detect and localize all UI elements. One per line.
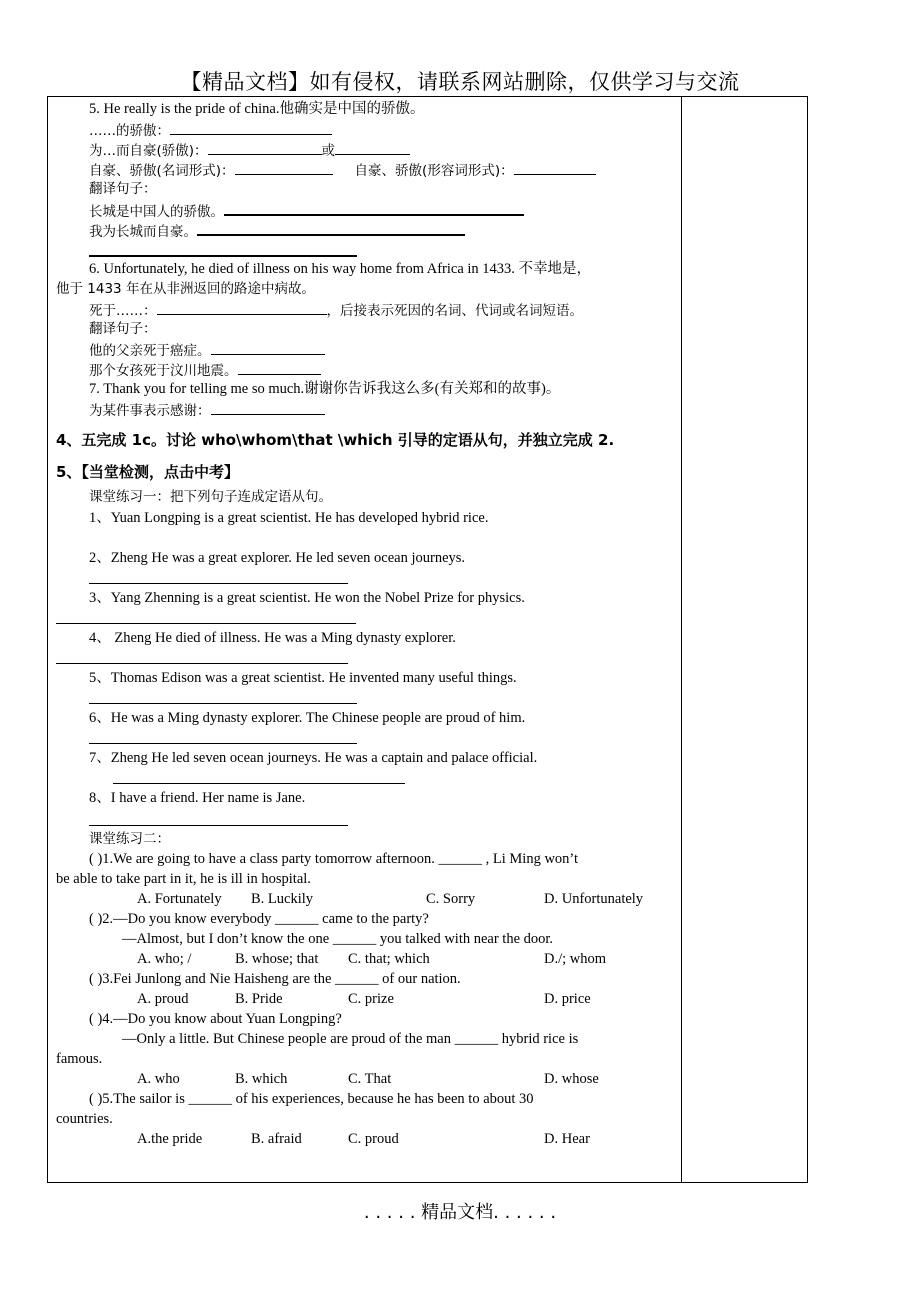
answer-line [56,663,348,664]
ex2-q4-option-a: A. who [137,1071,180,1087]
ex2-q5-option-b: B. afraid [251,1131,302,1147]
ex2-q3-option-d: D. price [544,991,591,1007]
s5-pride-line: ……的骄傲： [89,119,332,141]
ex2-q1-option-c: C. Sorry [426,891,476,907]
ex2-q1-option-d: D. Unfortunately [544,891,644,907]
s6-translate-2: 那个女孩死于汶川地震。 [89,359,321,381]
ex2-q2-option-d: D./; whom [544,951,607,967]
s5-translate-2: 我为长城而自豪。 [89,219,465,242]
ex2-q3-option-a: A. proud [137,991,189,1007]
ex2-q1: ( )1.We are going to have a class party tomorrow afternoon. ______ , Li Ming won’t [89,851,579,867]
ex1-q1: 1、Yuan Longping is a great scientist. He has developed hybrid rice. [89,510,489,526]
item-4-instruction: 4、五完成 1c。讨论 who\whom\that \which 引导的定语从句，并独立完成 2. [56,431,615,449]
ex2-q1-option-a: A. Fortunately [137,891,222,907]
ex2-q3-option-b: B. Pride [235,991,283,1007]
ex2-q4: ( )4.—Do you know about Yuan Longping? [89,1011,342,1027]
ex2-title: 课堂练习二： [89,831,170,847]
ex2-q5-option-c: C. proud [348,1131,399,1147]
ex1-title: 课堂练习一：把下列句子连成定语从句。 [89,489,332,505]
ex2-q4-cont-2: famous. [56,1051,103,1067]
ex2-q2-option-b: B. whose; that [235,951,319,967]
answer-line [89,583,348,584]
main-content-cell [48,97,681,1182]
ex2-q5-option-d: D. Hear [544,1131,590,1147]
answer-line [89,743,357,744]
answer-line [89,825,348,826]
s5-proud-line: 为…而自豪(骄傲)： 或 [89,139,410,161]
ex1-q7: 7、Zheng He led seven ocean journeys. He was a captain and palace official. [89,750,538,766]
s6-sentence-cont: 他于 1433 年在从非洲返回的路途中病故。 [56,281,315,297]
watermark-header: 【精品文档】如有侵权，请联系网站删除，仅供学习与交流 [180,70,740,94]
answer-line [56,623,356,624]
s7-thanks-line: 为某件事表示感谢： [89,399,325,421]
s5-translate-label: 翻译句子： [89,181,157,197]
ex2-q4-option-c: C. That [348,1071,392,1087]
ex2-q3-option-c: C. prize [348,991,394,1007]
answer-line [89,255,357,257]
ex1-q2: 2、Zheng He was a great explorer. He led seven ocean journeys. [89,550,466,566]
ex1-q3: 3、Yang Zhenning is a great scientist. He won the Nobel Prize for physics. [89,590,525,606]
notes-column-divider [681,97,682,1182]
s6-sentence: 6. Unfortunately, he died of illness on his way home from Africa in 1433. 不幸地是， [89,261,592,277]
ex2-q1-option-b: B. Luckily [251,891,314,907]
ex2-q5-cont: countries. [56,1111,113,1127]
s6-translate-1: 他的父亲死于癌症。 [89,339,325,361]
item-5-heading: 5、【当堂检测，点击中考】 [56,463,239,481]
s5-sentence: 5. He really is the pride of china.他确实是中国的骄傲。 [89,101,425,117]
ex1-q4: 4、 Zheng He died of illness. He was a Ming dynasty explorer. [89,630,456,646]
ex2-q5-option-a: A.the pride [137,1131,203,1147]
ex2-q4-option-b: B. which [235,1071,288,1087]
ex2-q3: ( )3.Fei Junlong and Nie Haisheng are the ______ of our nation. [89,971,461,987]
ex2-q2-option-c: C. that; which [348,951,430,967]
s7-sentence: 7. Thank you for telling me so much.谢谢你告诉我这么多(有关郑和的故事)。 [89,381,561,397]
ex1-q5: 5、Thomas Edison was a great scientist. He invented many useful things. [89,670,517,686]
ex1-q6: 6、He was a Ming dynasty explorer. The Chinese people are proud of him. [89,710,526,726]
ex2-q2: ( )2.—Do you know everybody ______ came to the party? [89,911,429,927]
s6-translate-label: 翻译句子： [89,321,157,337]
answer-line [89,703,357,704]
ex2-q4-cont: —Only a little. But Chinese people are proud of the man ______ hybrid rice is [122,1031,579,1047]
s5-translate-1: 长城是中国人的骄傲。 [89,199,524,222]
ex2-q2-option-a: A. who; / [137,951,192,967]
ex2-q2-cont: —Almost, but I don’t know the one ______ you talked with near the door. [122,931,554,947]
watermark-footer: . . . . . 精品文档. . . . . . [363,1202,557,1223]
ex2-q4-option-d: D. whose [544,1071,599,1087]
ex2-q1-cont: be able to take part in it, he is ill in hospital. [56,871,311,887]
ex2-q5: ( )5.The sailor is ______ of his experiences, because he has been to about 30 [89,1091,534,1107]
ex1-q8: 8、I have a friend. Her name is Jane. [89,790,306,806]
s5-forms-line: 自豪、骄傲(名词形式)： 自豪、骄傲(形容词形式)： [89,159,596,181]
worksheet-table [47,96,808,1183]
answer-line [113,783,405,784]
s6-died-of-line: 死于……： ，后接表示死因的名词、代词或名词短语。 [89,299,583,321]
